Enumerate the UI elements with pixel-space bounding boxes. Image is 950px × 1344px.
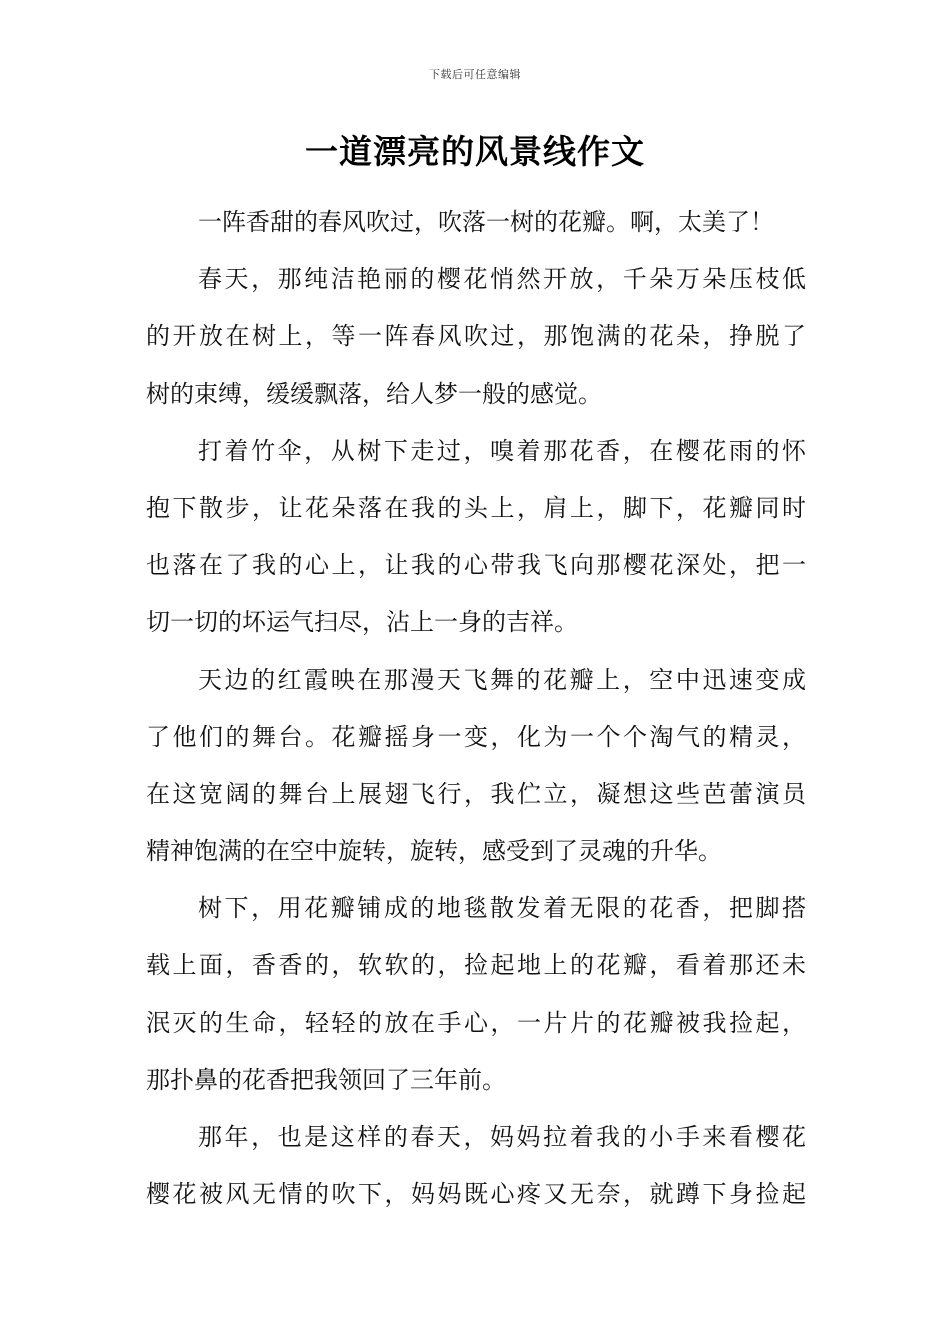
paragraph-line: 树下，用花瓣铺成的地毯散发着无限的花香，把脚搭 [198,894,806,923]
paragraph-line: 那扑鼻的花香把我领回了三年前。 [146,1065,506,1094]
paragraph-line: 樱花被风无情的吹下，妈妈既心疼又无奈，就蹲下身捡起 [146,1180,806,1209]
paragraph-line: 精神饱满的在空中旋转，旋转，感受到了灵魂的升华。 [146,837,722,866]
document-body [146,194,806,1223]
document-title: 一道漂亮的风景线作文 [305,132,645,171]
paragraph-line: 在这宽阔的舞台上展翅飞行，我伫立，凝想这些芭蕾演员 [146,779,806,808]
paragraph-line: 抱下散步，让花朵落在我的头上，肩上，脚下，花瓣同时 [146,493,806,522]
paragraph-line: 泯灭的生命，轻轻的放在手心，一片片的花瓣被我捡起， [146,1008,806,1037]
paragraph-line: 那年，也是这样的春天，妈妈拉着我的小手来看樱花 [198,1123,806,1151]
paragraph-line: 一阵香甜的春风吹过，吹落一树的花瓣。啊，太美了！ [198,208,774,236]
paragraph-line: 树的束缚，缓缓飘落，给人梦一般的感觉。 [146,379,602,408]
header-note: 下载后可任意编辑 [429,68,521,81]
paragraph-line: 打着竹伞，从树下走过，嗅着那花香，在樱花雨的怀 [198,436,806,465]
paragraph-line: 也落在了我的心上，让我的心带我飞向那樱花深处，把一 [146,551,806,580]
paragraph-line: 春天，那纯洁艳丽的樱花悄然开放，千朵万朵压枝低 [198,265,806,294]
paragraph-line: 载上面，香香的，软软的，捡起地上的花瓣，看着那还未 [146,951,806,980]
paragraph-line: 切一切的坏运气扫尽，沾上一身的吉祥。 [146,608,578,637]
paragraph-line: 天边的红霞映在那漫天飞舞的花瓣上，空中迅速变成 [198,665,806,694]
paragraph-line: 的开放在树上，等一阵春风吹过，那饱满的花朵，挣脱了 [146,322,806,351]
paragraph-line: 了他们的舞台。花瓣摇身一变，化为一个个淘气的精灵， [146,722,806,751]
